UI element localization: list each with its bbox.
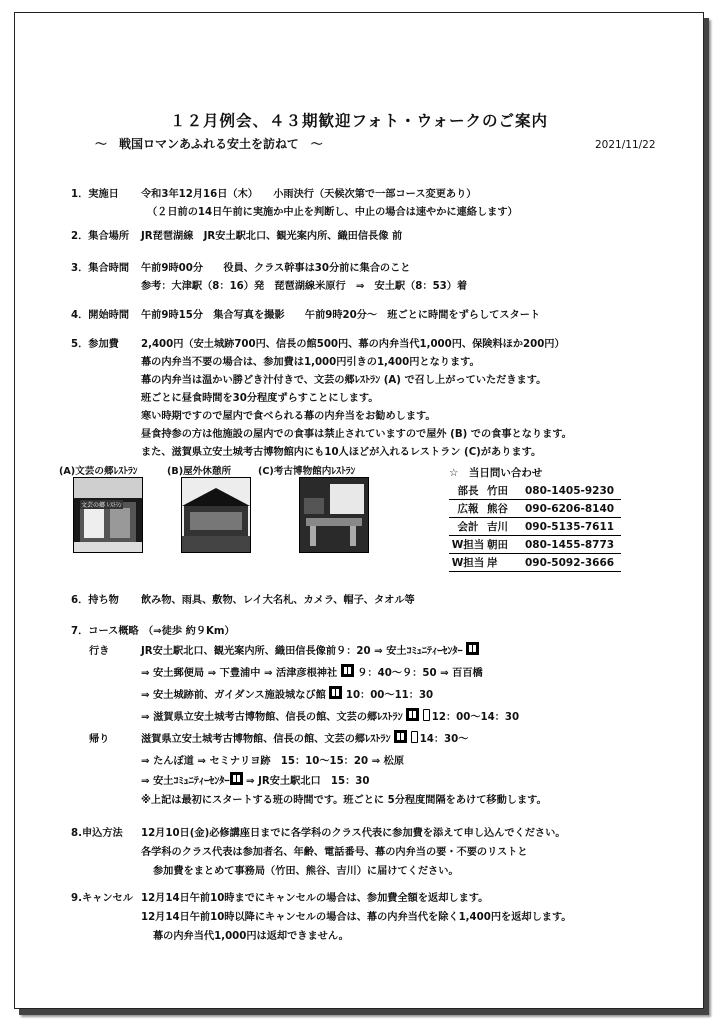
section-text: JR琵琶湖線 JR安土駅北口、観光案内所、織田信長像 前: [141, 231, 403, 242]
fee-line: また、滋賀県立安土城考古博物館内にも10人ほどが入れるレストラン (C)があります。: [141, 447, 542, 458]
application-line: 各学科のクラス代表は参加者名、年齢、電話番号、幕の内弁当の要・不要のリストと: [141, 847, 528, 858]
document-date: 2021/11/22: [595, 139, 656, 151]
section-label: 3．集合時間: [71, 263, 130, 274]
section-label: 6．持ち物: [71, 595, 119, 606]
cancel-line: 12月14日午前10時以降にキャンセルの場合は、幕の内弁当代を除く1,400円を返却します。: [141, 912, 572, 923]
contact-name: 竹田: [487, 485, 508, 497]
document-page: [14, 12, 704, 1009]
contact-name: 朝田: [487, 539, 508, 551]
contact-phone: 080-1455-8773: [525, 539, 615, 551]
section-label: 1．実施日: [71, 189, 119, 200]
section-text: 飲み物、雨具、敷物、レイ大名札、カメラ、帽子、タオル等: [141, 595, 415, 606]
cancel-line: 12月14日午前10時までにキャンセルの場合は、参加費全額を返却します。: [141, 893, 489, 904]
contact-name: 吉川: [487, 521, 508, 533]
fee-line: 昼食持参の方は他施設の屋内での食事は禁止されていますので屋外 (B) での食事となります。: [141, 429, 572, 440]
application-line: 参加費をまとめて事務局（竹田、熊谷、吉川）に届けてください。: [153, 866, 459, 877]
course-note: ※上記は最初にスタートする班の時間です。班ごとに 5分程度間隔をあけて移動します。: [141, 795, 547, 806]
course-go-line: JR安土駅北口、観光案内所、織田信長像前９：20 ⇒ 安土ｺﾐｭﾆﾃｨｰｾﾝﾀｰ: [141, 646, 463, 657]
course-back-line: ⇒ JR安土駅北口 15：30: [246, 776, 370, 787]
contact-phone: 090-6206-8140: [525, 503, 615, 515]
contact-row: [449, 519, 621, 536]
contact-role: 部長: [457, 485, 479, 497]
section-label: 8.申込方法: [71, 828, 123, 839]
phone-icon: [423, 709, 430, 721]
course-back-label: 帰り: [89, 734, 110, 745]
photo-caption-a: (A)文芸の郷ﾚｽﾄﾗﾝ: [59, 466, 138, 477]
contact-row: [449, 501, 621, 518]
course-back-line: ⇒ 安土ｺﾐｭﾆﾃｨｰｾﾝﾀｰ: [141, 776, 230, 787]
section-label: 9.キャンセル: [71, 893, 133, 904]
section-text: 参考：大津駅（8：16）発 琵琶湖線米原行 ⇒ 安土駅（8：53）着: [141, 281, 468, 292]
photo-caption-c: (C)考古博物館内ﾚｽﾄﾗﾝ: [258, 466, 356, 477]
section-label: 4．開始時間: [71, 310, 130, 321]
phone-icon: [411, 731, 418, 743]
contact-role: W担当: [451, 557, 485, 569]
contact-phone: 090-5092-3666: [525, 557, 615, 569]
section-label: 2．集合場所: [71, 231, 130, 242]
restroom-icon: [466, 642, 479, 655]
section-label: 5．参加費: [71, 339, 119, 350]
section-label: 7．コース概略: [71, 626, 139, 637]
contact-phone: 080-1405-9230: [525, 485, 615, 497]
course-go-line: ⇒ 安土城跡前、ガイダンス施設城なび館: [141, 690, 326, 701]
contact-role: 広報: [457, 503, 479, 515]
course-go-label: 行き: [89, 646, 110, 657]
rest-area-photo: [181, 477, 251, 553]
fee-line: 2,400円（安土城跡700円、信長の館500円、幕の内弁当代1,000円、保険料ほか200円）: [141, 339, 565, 350]
section-text: 午前9時00分 役員、クラス幹事は30分前に集合のこと: [141, 263, 411, 274]
course-back-time: 14：30～: [419, 734, 469, 745]
course-go-time: 12：00～14：30: [431, 712, 520, 723]
contact-role: 会計: [457, 521, 479, 533]
fee-line: 班ごとに昼食時間を30分程度ずらすことにします。: [141, 393, 379, 404]
contact-phone: 090-5135-7611: [525, 521, 615, 533]
course-distance: （⇒徒歩 約９Km）: [143, 626, 235, 637]
contact-header: ☆ 当日問い合わせ: [449, 467, 543, 479]
fee-line: 幕の内弁当不要の場合は、参加費は1,000円引きの1,400円となります。: [141, 357, 480, 368]
contact-row: [449, 537, 621, 554]
restroom-icon: [230, 772, 243, 785]
contact-name: 岸: [487, 557, 498, 569]
museum-restaurant-photo: [299, 477, 369, 553]
section-text: （２日前の14日午前に実施か中止を判断し、中止の場合は速やかに連絡します）: [147, 207, 518, 218]
fee-line: 幕の内弁当は温かい勝どき汁付きで、文芸の郷ﾚｽﾄﾗﾝ (A) で召し上がっていただきます。: [141, 375, 547, 386]
contact-role: W担当: [451, 539, 485, 551]
section-text: 午前9時15分 集合写真を撮影 午前9時20分～ 班ごとに時間をずらしてスタート: [141, 310, 541, 321]
contact-name: 熊谷: [487, 503, 508, 515]
course-back-line: 滋賀県立安土城考古博物館、信長の館、文芸の郷ﾚｽﾄﾗﾝ: [141, 734, 391, 745]
restroom-icon: [394, 730, 407, 743]
section-text: 令和3年12月16日（木） 小雨決行（天候次第で一部コース変更あり）: [141, 189, 477, 200]
course-back-line: ⇒ たんぼ道 ⇒ セミナリヨ跡 15：10～15：20 ⇒ 松原: [141, 756, 405, 767]
cancel-line: 幕の内弁当代1,000円は返却できません。: [153, 931, 349, 942]
contact-row: [449, 483, 621, 500]
page-subtitle: ～ 戦国ロマンあふれる安土を訪ねて ～: [95, 137, 323, 151]
course-go-line: ⇒ 滋賀県立安土城考古博物館、信長の館、文芸の郷ﾚｽﾄﾗﾝ: [141, 712, 403, 723]
restroom-icon: [329, 686, 342, 699]
course-go-line: ⇒ 安土郵便局 ⇒ 下豊浦中 ⇒ 活津彦根神社: [141, 668, 338, 679]
restroom-icon: [406, 708, 419, 721]
restaurant-sign: 文芸の郷 ﾚｽﾄﾗﾝ: [81, 502, 122, 509]
course-go-time: ９：40～９：50 ⇒ 百百橋: [357, 668, 483, 679]
application-line: 12月10日(金)必修講座日までに各学科のクラス代表に参加費を添えて申し込んでください。: [141, 828, 566, 839]
contact-row: [449, 555, 621, 572]
course-go-time: 10：00～11：30: [345, 690, 434, 701]
fee-line: 寒い時期ですので屋内で食べられる幕の内弁当をお勧めします。: [141, 411, 436, 422]
photo-caption-b: (B)屋外休憩所: [167, 466, 232, 477]
restroom-icon: [341, 664, 354, 677]
page-title: １２月例会、４３期歓迎フォト・ウォークのご案内: [169, 112, 549, 130]
restaurant-photo: [73, 477, 143, 553]
